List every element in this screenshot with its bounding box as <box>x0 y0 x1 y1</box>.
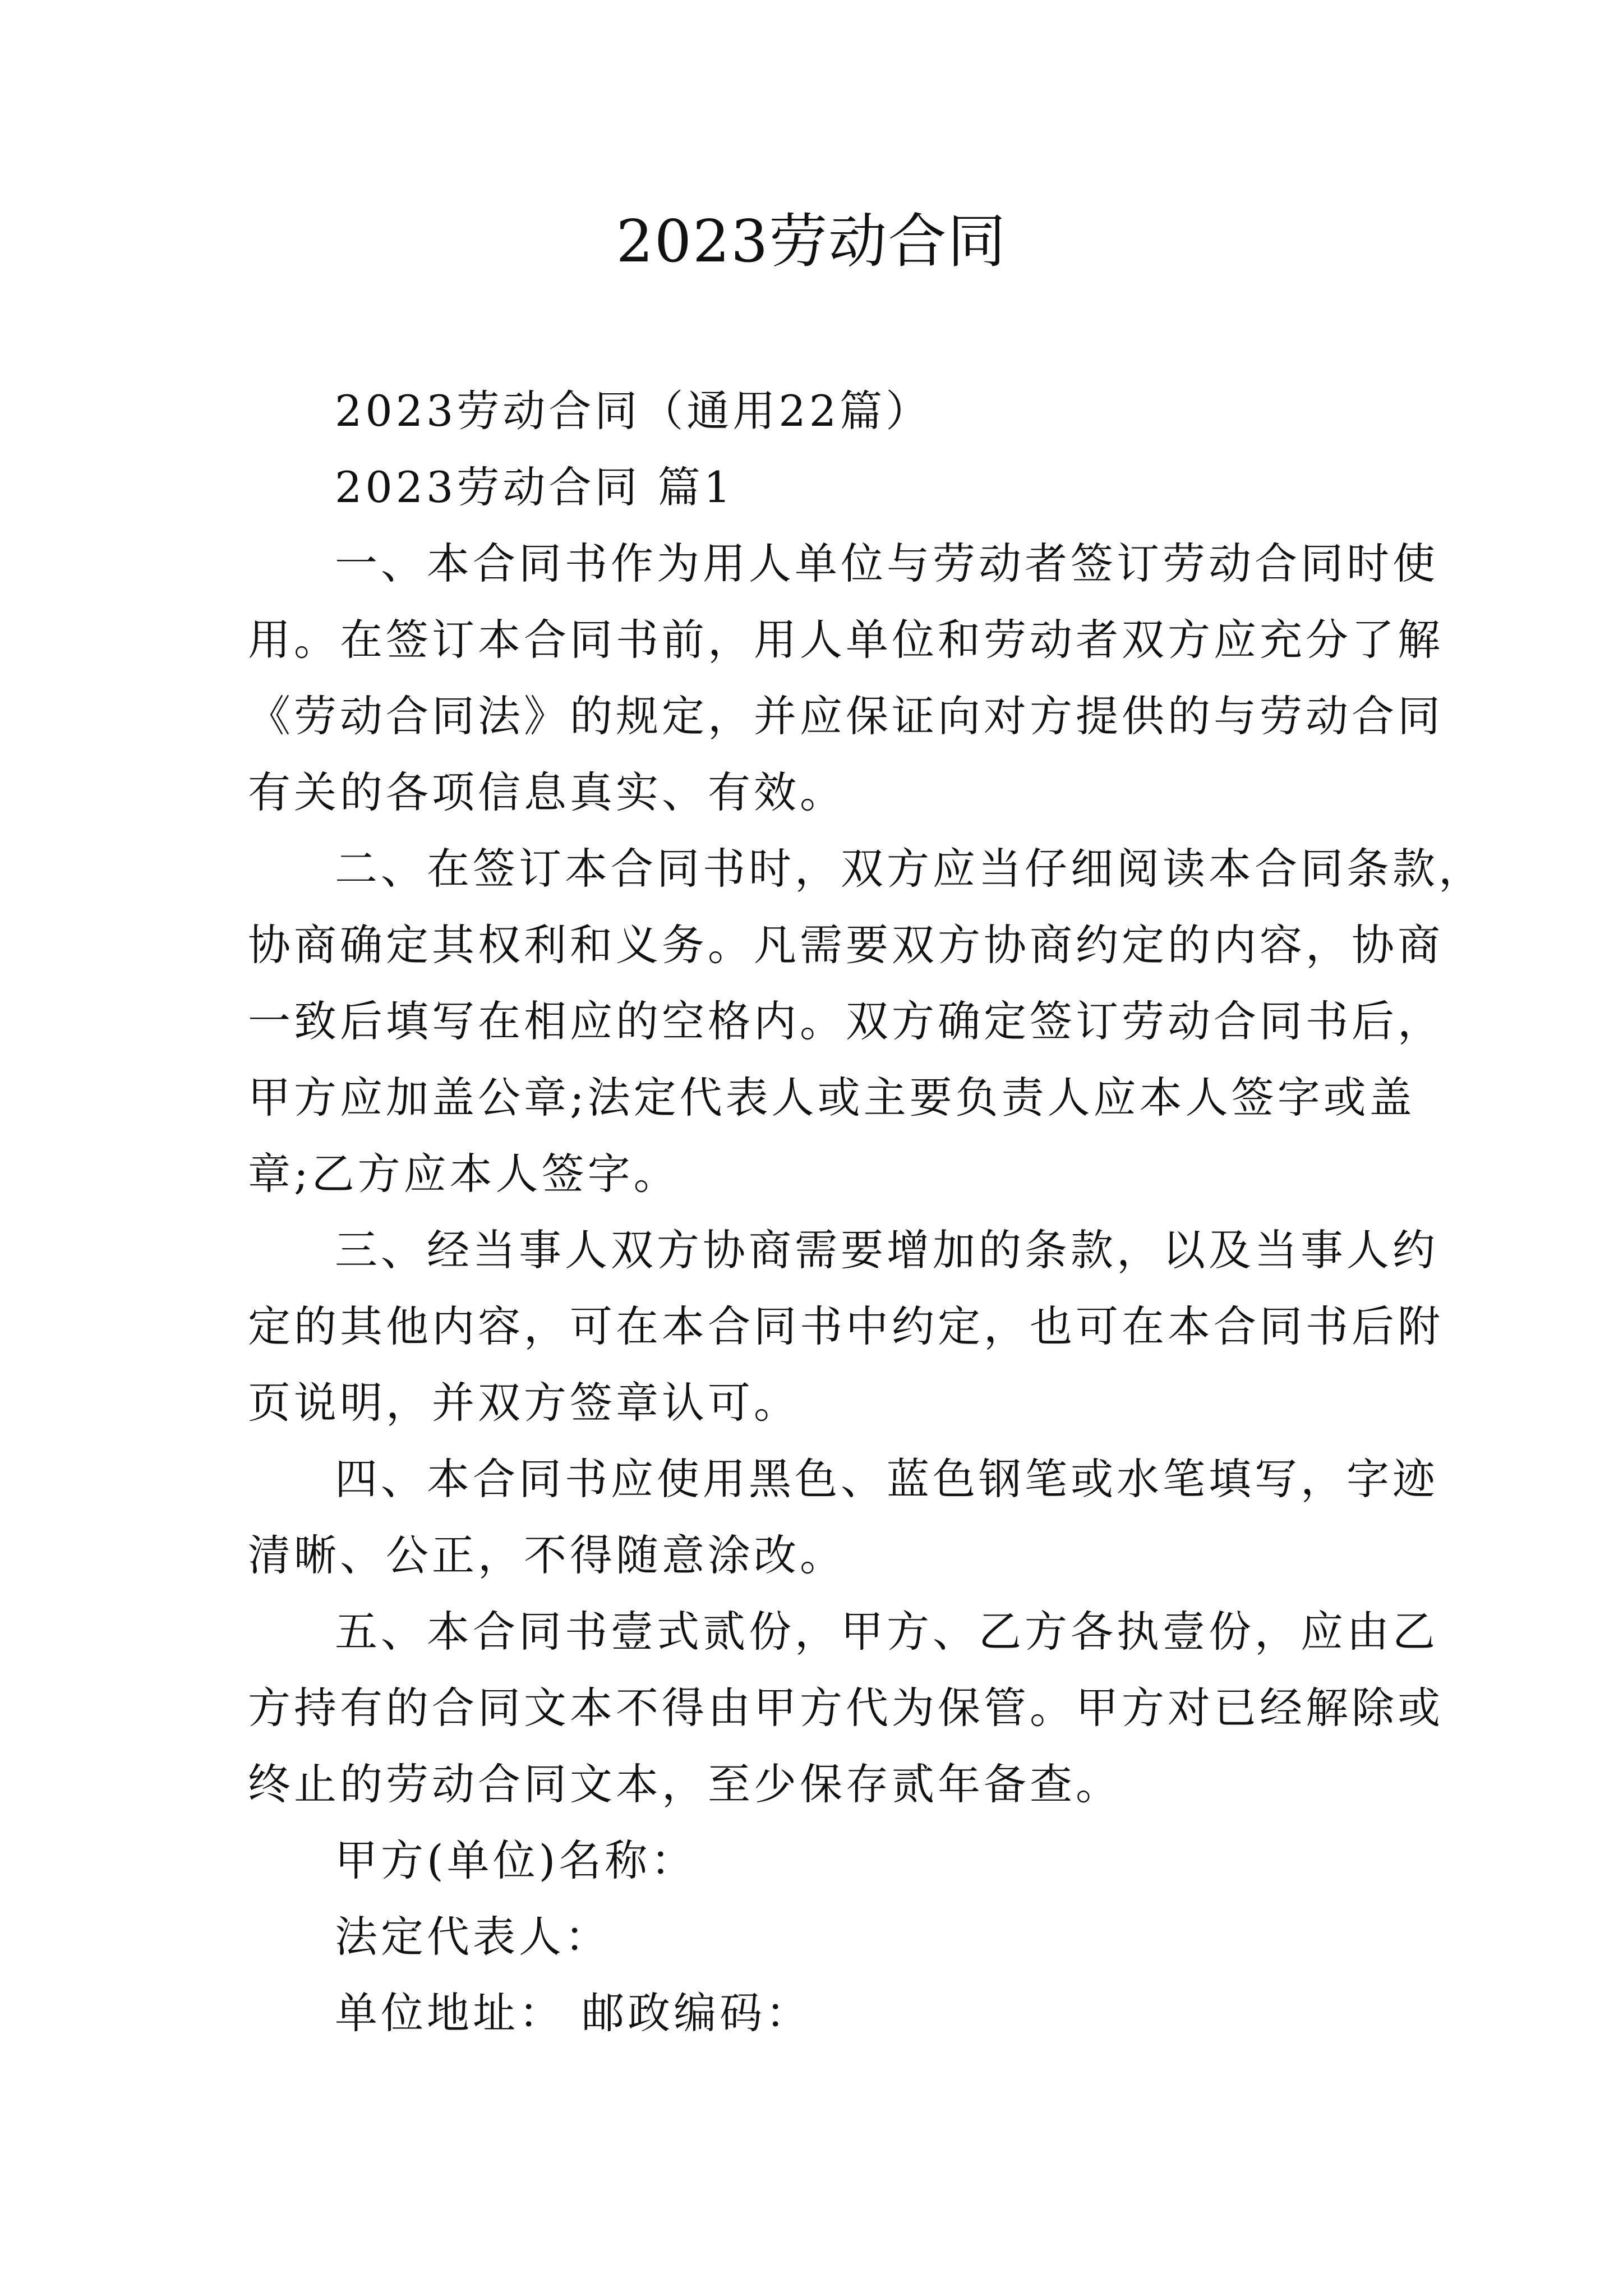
document-line: 清晰、公正，不得随意涂改。 <box>248 1530 846 1580</box>
document-line: 单位地址： 邮政编码： <box>335 1988 812 2038</box>
document-line: 一、本合同书作为用人单位与劳动者签订劳动合同时使 <box>335 539 1438 588</box>
document-line: 法定代表人： <box>335 1912 611 1962</box>
document-line: 协商确定其权利和义务。凡需要双方协商约定的内容，协商 <box>248 920 1444 970</box>
document-line: 终止的劳动合同文本，至少保存贰年备查。 <box>248 1759 1122 1809</box>
document-line: 有关的各项信息真实、有效。 <box>248 767 846 817</box>
document-line: 一致后填写在相应的空格内。双方确定签订劳动合同书后， <box>248 996 1444 1046</box>
document-line: 三、经当事人双方协商需要增加的条款，以及当事人约 <box>335 1225 1438 1275</box>
document-line: 五、本合同书壹式贰份，甲方、乙方各执壹份，应由乙 <box>335 1607 1438 1657</box>
document-line: 甲方应加盖公章;法定代表人或主要负责人应本人签字或盖 <box>248 1073 1415 1122</box>
document-body <box>248 373 1484 2051</box>
document-line: 方持有的合同文本不得由甲方代为保管。甲方对已经解除或 <box>248 1683 1444 1733</box>
document-line: 2023劳动合同 篇1 <box>335 462 734 512</box>
document-line: 四、本合同书应使用黑色、蓝色钢笔或水笔填写，字迹 <box>335 1454 1438 1504</box>
document-line: 定的其他内容，可在本合同书中约定，也可在本合同书后附 <box>248 1301 1444 1351</box>
document-line: 页说明，并双方签章认可。 <box>248 1378 800 1428</box>
document-line: 用。在签订本合同书前，用人单位和劳动者双方应充分了解 <box>248 615 1444 665</box>
document-line: 章;乙方应本人签字。 <box>248 1149 680 1199</box>
document-line: 二、在签订本合同书时，双方应当仔细阅读本合同条款， <box>335 844 1484 894</box>
document-line: 甲方(单位)名称： <box>335 1835 697 1885</box>
document-line: 2023劳动合同（通用22篇） <box>335 386 932 436</box>
document-title: 2023劳动合同 <box>616 207 1007 275</box>
document-line: 《劳动合同法》的规定，并应保证向对方提供的与劳动合同 <box>248 691 1444 741</box>
